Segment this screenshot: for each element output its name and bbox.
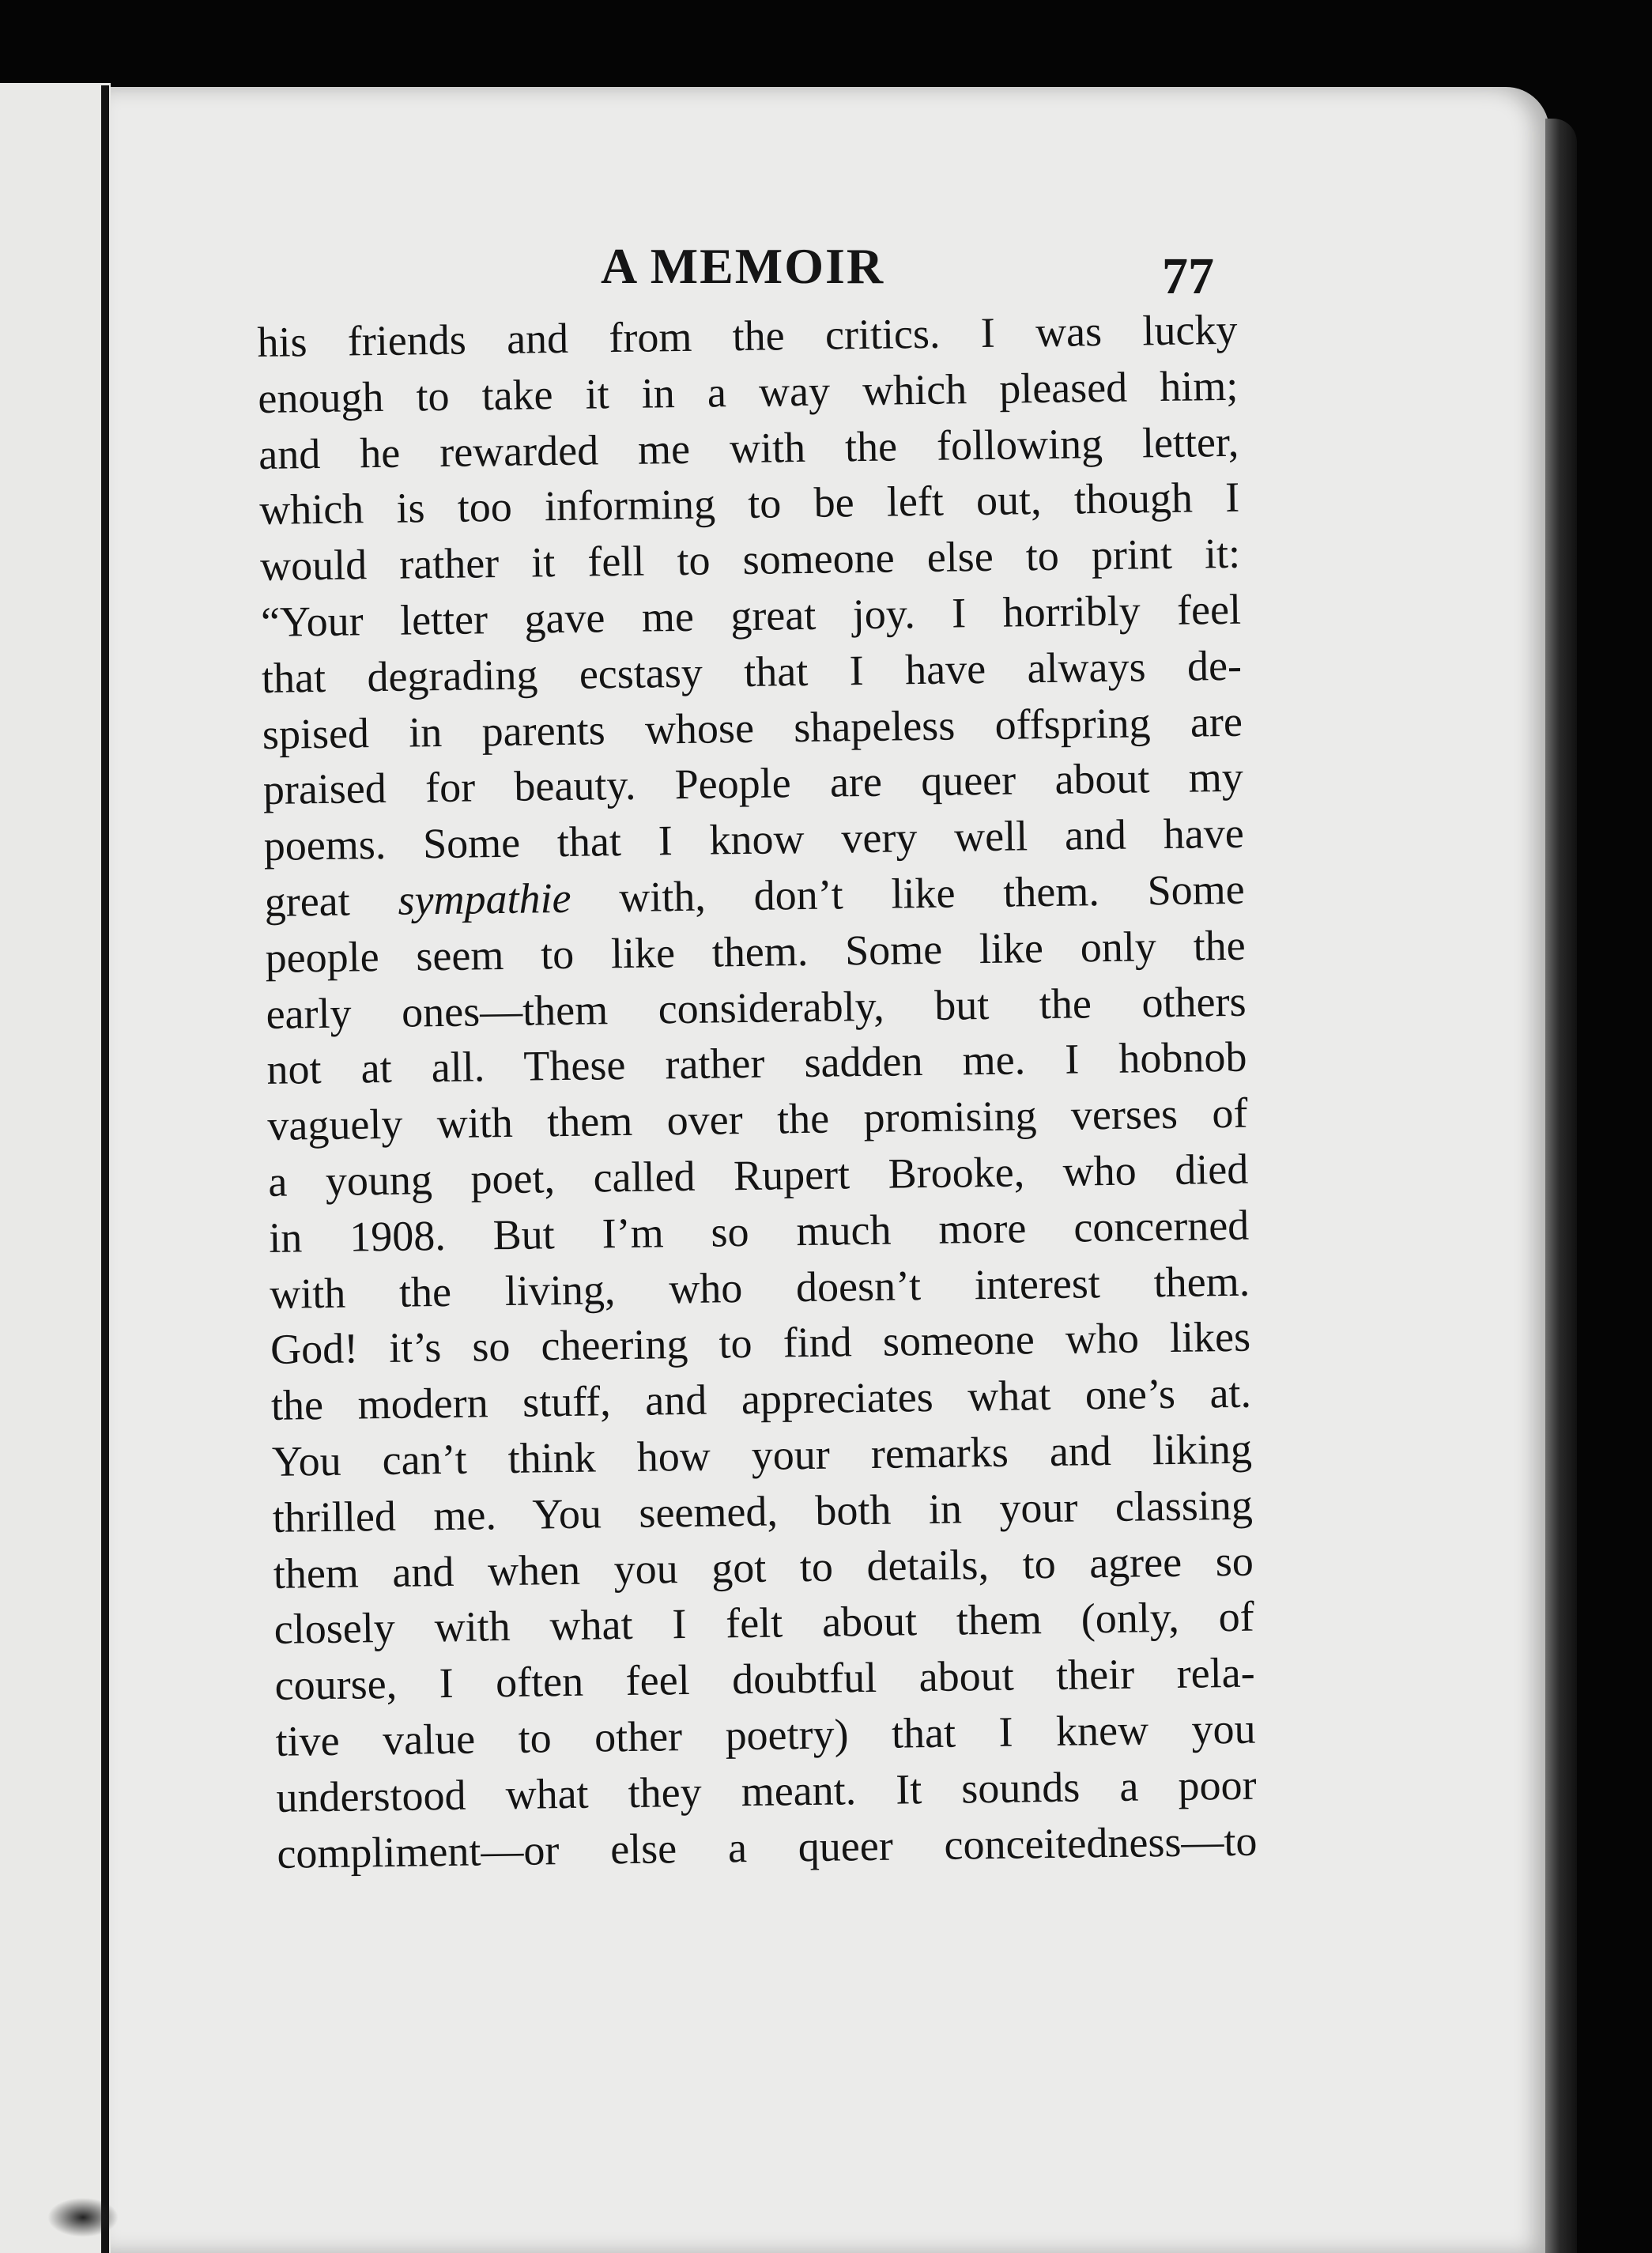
text-line: course, I often feel doubtful about their rela- [274, 1648, 1255, 1709]
text-line: thrilled me. You seemed, both in your classing [272, 1481, 1254, 1542]
text-line: vaguely with them over the promising verses of [267, 1089, 1248, 1150]
text-fragment: with, don’t like them. Some [571, 865, 1246, 922]
text-line: them and when you got to details, to agree so [273, 1537, 1254, 1598]
text-line: You can’t think how your remarks and liking [271, 1425, 1253, 1485]
italic-word: sympathie [398, 874, 571, 924]
page-edge-shadow [1545, 119, 1577, 2253]
text-line: people seem to like them. Some like only the [265, 921, 1246, 982]
text-line: understood what they meant. It sounds a poor [276, 1761, 1257, 1821]
text-line: not at all. These rather sadden me. I hobnob [266, 1033, 1247, 1094]
page-number: 77 [1162, 247, 1214, 305]
text-line: spised in parents whose shapeless offspring are [262, 697, 1243, 758]
scan-smudge [47, 2198, 119, 2237]
text-line: closely with what I felt about them (only, of [273, 1592, 1255, 1654]
text-line: praised for beauty. People are queer about my [262, 753, 1244, 814]
text-line: God! it’s so cheering to find someone who likes [270, 1313, 1251, 1374]
text-line: his friends and from the critics. I was lucky [257, 305, 1238, 366]
text-line: compliment—or else a queer conceitedness—to [277, 1817, 1258, 1877]
text-line: with the living, who doesn’t interest them. [269, 1257, 1250, 1318]
text-line: a young poet, called Rupert Brooke, who died [267, 1145, 1249, 1206]
previous-page-edge [0, 83, 111, 2253]
text-line: the modern stuff, and appreciates what one’s at. [270, 1368, 1252, 1430]
text-line: early ones—them considerably, but the others [266, 977, 1247, 1038]
text-line: poems. Some that I know very well and have [263, 809, 1245, 870]
text-line: “Your letter gave me great joy. I horribly feel [260, 585, 1242, 646]
text-fragment: great [264, 876, 398, 926]
text-line: would rather it fell to someone else to print it: [259, 529, 1241, 591]
text-line: in 1908. But I’m so much more concerned [268, 1201, 1250, 1262]
text-line: and he rewarded me with the following letter, [258, 417, 1239, 478]
page-gutter [101, 85, 109, 2253]
body-text [257, 302, 1258, 1881]
running-head: A MEMOIR [601, 238, 885, 294]
text-line: enough to take it in a way which pleased him; [257, 361, 1239, 422]
text-line: that degrading ecstasy that I have always de- [261, 641, 1243, 702]
text-line: tive value to other poetry) that I knew you [275, 1704, 1256, 1765]
text-line: which is too informing to be left out, though I [258, 474, 1240, 534]
